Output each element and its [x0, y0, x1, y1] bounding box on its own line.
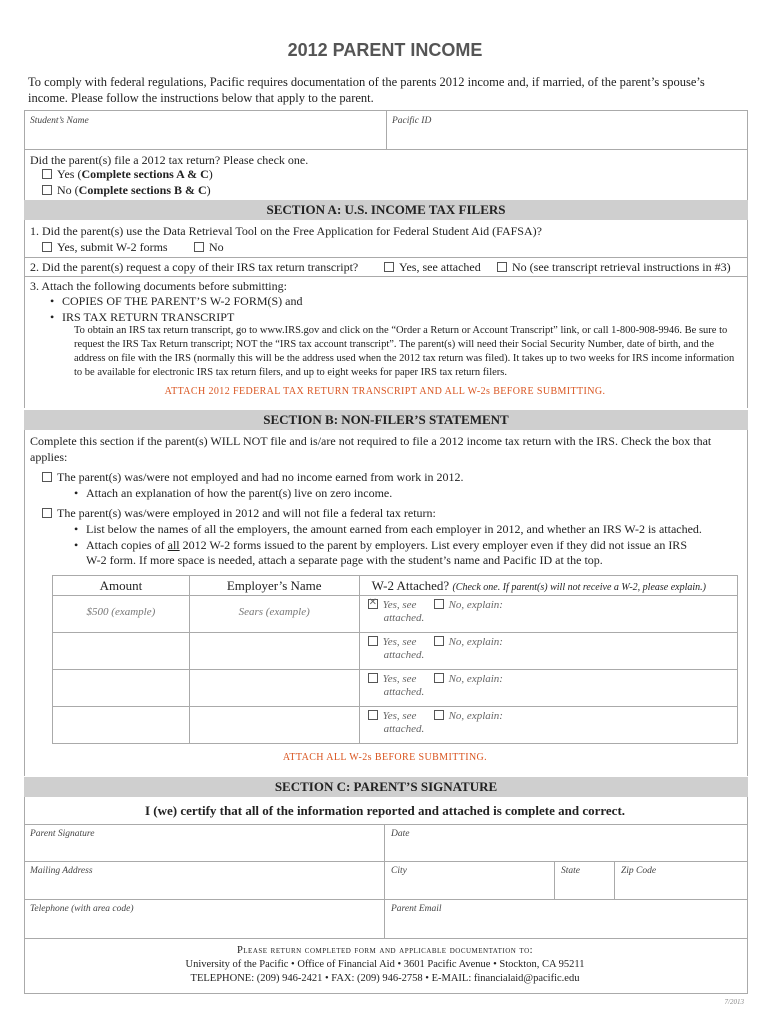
w2-no-option[interactable]: No, explain: [434, 710, 503, 722]
w2-yes-checkbox[interactable] [368, 599, 378, 609]
intro-text: To comply with federal regulations, Pacific requires documentation of the parents 2012 income and, if married, of the parent’s spouse’s income. Please follow the instructions below that apply to the parent. [28, 75, 705, 105]
w2-no-option[interactable]: No, explain: [434, 636, 503, 648]
divider [554, 861, 555, 899]
tax-no-option[interactable]: No (Complete sections B & C) [42, 183, 211, 198]
w2-cell [359, 596, 737, 633]
table-header [53, 576, 738, 596]
section-c-heading: SECTION C: PARENT’S SIGNATURE [24, 777, 748, 797]
w2-yes-option[interactable]: Yes, see attached. [368, 673, 425, 699]
divider [24, 276, 748, 277]
w2-cell [359, 633, 737, 670]
divider [614, 861, 615, 899]
divider [24, 938, 748, 939]
bullet-icon: • [74, 522, 79, 536]
table-row [53, 633, 738, 670]
table-row [53, 707, 738, 744]
w2-yes-checkbox[interactable] [368, 673, 378, 683]
q2-yes-checkbox[interactable] [384, 262, 394, 272]
certification-statement: I (we) certify that all of the information reported and attached is complete and correct. [144, 803, 626, 818]
mailing-address-field[interactable]: Mailing Address [30, 866, 93, 876]
w2-yes-option[interactable]: Yes, see attached. [368, 636, 425, 662]
w2-no-option[interactable]: No, explain: [434, 673, 503, 685]
attach-w2-instruction: Attach copies of all 2012 W-2 forms issued to the parent by employers. List every employer even if they did not issue an IRS [86, 538, 687, 552]
section-a-heading: SECTION A: U.S. INCOME TAX FILERS [24, 200, 748, 220]
example-amount: $500 (example) [53, 596, 190, 633]
col-amount: Amount [53, 576, 190, 596]
return-instructions-heading: Please return completed form and applicable documentation to: [236, 945, 534, 956]
w2-yes-checkbox[interactable] [368, 636, 378, 646]
section-b-intro: Complete this section if the parent(s) WILL NOT file and is/are not required to file a 2012 income tax return with the IRS. Check the box that applies: [30, 434, 712, 464]
w2-yes-option[interactable]: ✕Yes, see attached. [368, 599, 425, 625]
w2-no-checkbox[interactable] [434, 599, 444, 609]
w2-yes-checkbox[interactable] [368, 710, 378, 720]
revision-date: 7/2013 [724, 998, 744, 1006]
w2-cell [359, 707, 737, 744]
w2-no-option[interactable]: No, explain: [434, 599, 503, 611]
q2-no-checkbox[interactable] [497, 262, 507, 272]
w2-no-checkbox[interactable] [434, 673, 444, 683]
page-title: 2012 PARENT INCOME [287, 40, 483, 60]
telephone-field[interactable]: Telephone (with area code) [30, 904, 134, 914]
q1-no-checkbox[interactable] [194, 242, 204, 252]
q1-yes-option[interactable]: Yes, submit W-2 forms [42, 240, 168, 255]
q1-no-option[interactable]: No [194, 240, 224, 255]
q3-item-transcript: IRS TAX RETURN TRANSCRIPT [62, 310, 235, 324]
divider [24, 993, 748, 994]
parent-signature-field[interactable]: Parent Signature [30, 829, 95, 839]
section-b-attach-note: ATTACH ALL W-2s BEFORE SUBMITTING. [282, 752, 488, 763]
address-line: University of the Pacific • Office of Financial Aid • 3601 Pacific Avenue • Stockton, CA 95211 [185, 959, 585, 970]
zero-income-explanation: Attach an explanation of how the parent(s) live on zero income. [86, 486, 393, 500]
employed-option[interactable]: The parent(s) was/were employed in 2012 and will not file a federal tax return: [42, 506, 436, 521]
divider [24, 899, 748, 900]
student-name-field[interactable]: Student’s Name [30, 116, 89, 126]
amount-input[interactable] [53, 633, 190, 670]
section-a-q1: 1. Did the parent(s) use the Data Retrieval Tool on the Free Application for Federal Student Aid (FAFSA)? [30, 224, 542, 238]
contact-line: TELEPHONE: (209) 946-2421 • FAX: (209) 946-2758 • E-MAIL: financialaid@pacific.edu [190, 973, 580, 984]
w2-cell [359, 670, 737, 707]
table-row [53, 670, 738, 707]
zip-code-field[interactable]: Zip Code [621, 866, 657, 876]
bullet-icon: • [74, 538, 79, 552]
list-employers-instruction: List below the names of all the employers, the amount earned from each employer in 2012, and whether an IRS W-2 is attached. [86, 522, 702, 536]
pacific-id-field[interactable]: Pacific ID [392, 116, 432, 126]
col-w2: W-2 Attached? (Check one. If parent(s) will not receive a W-2, please explain.) [359, 576, 737, 596]
q1-yes-checkbox[interactable] [42, 242, 52, 252]
w2-no-checkbox[interactable] [434, 636, 444, 646]
divider [24, 257, 748, 258]
city-field[interactable]: City [391, 866, 407, 876]
table-row [53, 596, 738, 633]
tax-return-question: Did the parent(s) file a 2012 tax return? Please check one. [30, 153, 309, 167]
transcript-instructions: To obtain an IRS tax return transcript, go to www.IRS.gov and click on the “Order a Return or Account Transcript” link, or call 1-800-908-9946. Be sure to request the IRS Tax Return transcript; NOT the “IRS tax account transcript”. The parent(s) will need their Social Security Number, date of birth, and the address on file with the IRS (normally this will be the address used when the 2012 tax return was filed). It takes up to two weeks for IRS income information to be available for electronic IRS tax return filers, and up to eight weeks for paper IRS tax return filers. [74, 325, 735, 378]
bullet-icon: • [74, 486, 79, 500]
date-field[interactable]: Date [391, 829, 410, 839]
bullet-icon: • [50, 294, 55, 308]
divider [384, 824, 385, 938]
section-a-attach-note: ATTACH 2012 FEDERAL TAX RETURN TRANSCRIPT AND ALL W-2s BEFORE SUBMITTING. [164, 386, 606, 397]
employer-input[interactable] [189, 707, 359, 744]
tax-yes-option[interactable]: Yes (Complete sections A & C) [42, 167, 213, 182]
q3-item-w2: COPIES OF THE PARENT’S W-2 FORM(S) and [62, 294, 303, 308]
amount-input[interactable] [53, 670, 190, 707]
tax-yes-checkbox[interactable] [42, 169, 52, 179]
w2-yes-option[interactable]: Yes, see attached. [368, 710, 425, 736]
section-b-heading: SECTION B: NON-FILER’S STATEMENT [24, 410, 748, 430]
parent-email-field[interactable]: Parent Email [391, 904, 442, 914]
no-income-checkbox[interactable] [42, 472, 52, 482]
w2-no-checkbox[interactable] [434, 710, 444, 720]
state-field[interactable]: State [561, 866, 580, 876]
section-a-q3: 3. Attach the following documents before submitting: [30, 279, 287, 293]
attach-w2-instruction-cont: W-2 form. If more space is needed, attach a separate page with the student’s name and Pacific ID at the top. [86, 553, 603, 567]
divider [24, 824, 748, 825]
bullet-icon: • [50, 310, 55, 324]
example-employer: Sears (example) [189, 596, 359, 633]
section-a-q2: 2. Did the parent(s) request a copy of their IRS tax return transcript? [30, 260, 359, 274]
divider [24, 149, 748, 150]
q2-yes-option[interactable]: Yes, see attached [384, 260, 481, 275]
amount-input[interactable] [53, 707, 190, 744]
employer-input[interactable] [189, 670, 359, 707]
divider [386, 110, 387, 149]
divider [24, 861, 748, 862]
employer-table [52, 575, 738, 744]
no-income-option[interactable]: The parent(s) was/were not employed and had no income earned from work in 2012. [42, 470, 464, 485]
col-employer: Employer’s Name [189, 576, 359, 596]
q2-no-option[interactable]: No (see transcript retrieval instructions in #3) [497, 260, 731, 275]
employer-input[interactable] [189, 633, 359, 670]
tax-no-checkbox[interactable] [42, 185, 52, 195]
employed-checkbox[interactable] [42, 508, 52, 518]
